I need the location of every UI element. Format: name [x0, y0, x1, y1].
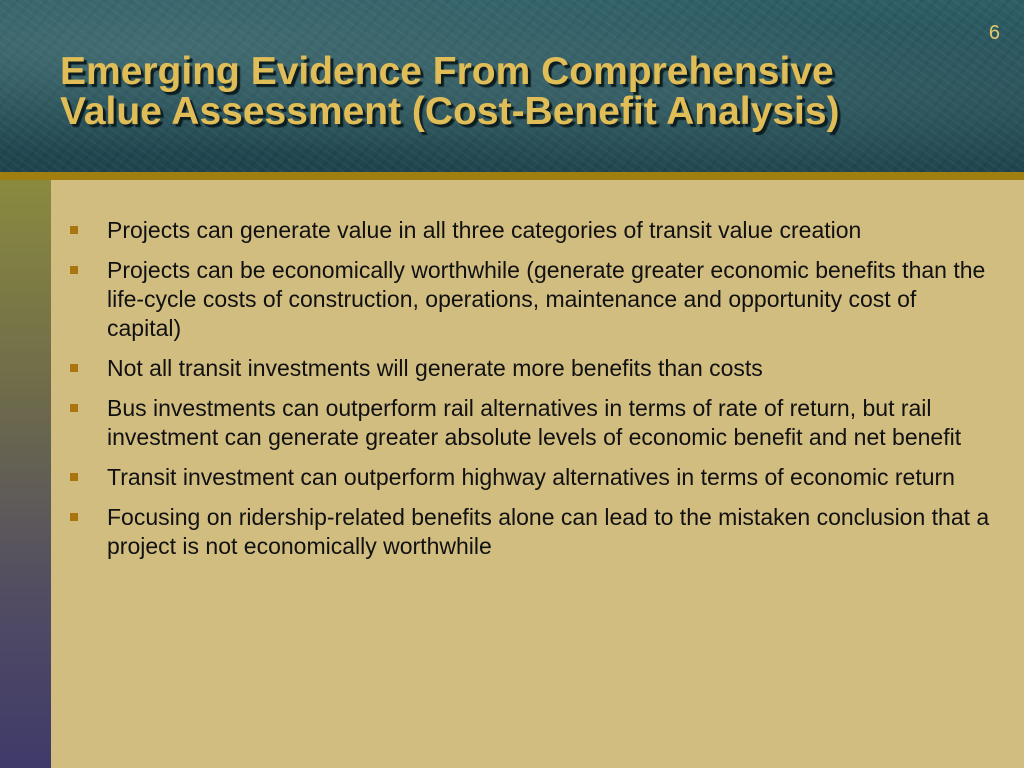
bullet-text: Focusing on ridership-related benefits alone can lead to the mistaken conclusion that a project is not economically worthwhile: [107, 504, 990, 559]
slide-title: [60, 52, 990, 132]
bullet-text: Not all transit investments will generate more benefits than costs: [107, 355, 763, 381]
bullet-item: [70, 394, 990, 452]
bullet-item: [70, 354, 990, 383]
square-bullet-icon: [70, 473, 78, 481]
bullet-item: [70, 503, 990, 561]
left-accent-band: [0, 180, 51, 768]
bullet-text: Bus investments can outperform rail alternatives in terms of rate of return, but rail investment can generate greater absolute levels of economic benefit and net benefit: [107, 395, 962, 450]
slide-title-line-1: Emerging Evidence From Comprehensive: [60, 50, 834, 93]
header-divider: [0, 172, 1024, 180]
slide-title-line-2: Value Assessment (Cost-Benefit Analysis): [60, 90, 840, 133]
square-bullet-icon: [70, 404, 78, 412]
square-bullet-icon: [70, 226, 78, 234]
square-bullet-icon: [70, 513, 78, 521]
square-bullet-icon: [70, 364, 78, 372]
bullet-list: [70, 216, 990, 572]
bullet-item: [70, 256, 990, 343]
bullet-text: Projects can be economically worthwhile (generate greater economic benefits than the life-cycle costs of construction, operations, maintenance and opportunity cost of capital): [107, 257, 986, 341]
bullet-text: Transit investment can outperform highway alternatives in terms of economic return: [107, 464, 955, 490]
slide-header: [0, 0, 1024, 172]
bullet-item: [70, 463, 990, 492]
bullet-item: [70, 216, 990, 245]
square-bullet-icon: [70, 266, 78, 274]
bullet-text: Projects can generate value in all three categories of transit value creation: [107, 217, 862, 243]
slide-number: 6: [988, 22, 1000, 44]
